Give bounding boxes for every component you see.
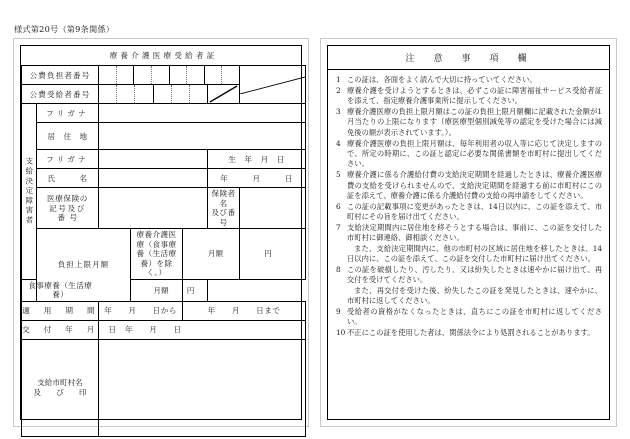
- cap-item-0-name: [131, 229, 183, 279]
- num-cell[interactable]: [154, 85, 172, 103]
- certificate-title: 療養介護医療受給者証: [22, 46, 306, 66]
- furigana-name-label: フリガナ: [37, 150, 99, 169]
- note-text: [347, 75, 602, 85]
- num-cell[interactable]: [135, 85, 153, 103]
- notes-list: [328, 70, 609, 338]
- note-text: [347, 107, 602, 138]
- num-cell[interactable]: [117, 85, 135, 103]
- note-item: [336, 328, 602, 338]
- note-paragraph: 不正にこの証を使用した者は、関係法令により処罰されることがあります。: [347, 328, 595, 338]
- notes-title: 注 意 事 項 欄: [328, 46, 609, 70]
- insurance-symbol-label-line1: 医療保険の: [47, 194, 88, 204]
- public-burden-number-cells[interactable]: [99, 66, 240, 85]
- issue-date-value[interactable]: 年 月 日: [99, 320, 306, 339]
- certificate-table-frame: [20, 45, 302, 420]
- cap-item-0-name-line2: 養（生活療養）を除く。）: [136, 249, 177, 278]
- num-cell[interactable]: [187, 66, 205, 84]
- note-paragraph: この証は、各面をよく読んで大切に持っていてください。: [347, 75, 537, 84]
- insurance-symbol-value[interactable]: [99, 188, 208, 229]
- cap-item-1-name: [22, 279, 99, 301]
- note-number: 1: [336, 75, 341, 84]
- address-label: 居 住 地: [37, 123, 99, 150]
- num-cell[interactable]: [170, 66, 188, 84]
- note-text: [347, 328, 602, 338]
- note-number: 7: [336, 223, 341, 233]
- public-recipient-number-cells[interactable]: [99, 85, 208, 104]
- note-item: [336, 170, 602, 201]
- cap-item-0-amount-label: 月額: [183, 229, 240, 279]
- note-number: 6: [336, 201, 341, 211]
- note-item: [336, 307, 602, 328]
- municipality-label: [22, 339, 99, 436]
- furigana-name-value[interactable]: [99, 150, 208, 169]
- note-paragraph: また、支給決定期間内に、他の市町村の区域に居住地を移したときは、14日以内に、この証を添えて、この証を交付した市町村に届け出てください。: [347, 243, 602, 264]
- num-cell[interactable]: [99, 66, 117, 84]
- note-number: 4: [336, 138, 341, 148]
- note-text: [347, 202, 602, 223]
- num-cell[interactable]: [117, 66, 135, 84]
- note-text: [347, 139, 602, 170]
- num-cell[interactable]: [222, 66, 239, 84]
- name-value[interactable]: [99, 169, 208, 188]
- num-cell[interactable]: [172, 85, 190, 103]
- note-item: [336, 139, 602, 170]
- furigana-address-label: フリガナ: [37, 104, 99, 123]
- note-paragraph: この証を破損したり、汚したり、又は紛失したときは速やかに届け出て、再交付を受けてください。: [347, 264, 602, 285]
- note-text: [347, 223, 602, 264]
- birthdate-value[interactable]: 年 月 日: [208, 169, 306, 188]
- insurer-name-label-line2: 及び番号: [211, 208, 236, 227]
- num-cell[interactable]: [134, 66, 152, 84]
- note-text: [347, 307, 602, 328]
- note-paragraph: また、再交付を受けた後、紛失したこの証を発見したときは、速やかに、市町村に返してください。: [347, 285, 602, 306]
- note-item: [336, 107, 602, 138]
- insurance-symbol-label: [37, 188, 99, 229]
- insurance-symbol-label-line2: 記号及び: [49, 203, 86, 213]
- note-paragraph: 受給者の資格がなくなったときは、直ちにこの証を市町村に返してください。: [347, 306, 602, 327]
- certificate-panel: [13, 38, 309, 427]
- municipality-label-line1: 支給市町村名: [37, 378, 83, 388]
- public-burden-number-label: 公費負担者番号: [22, 66, 99, 85]
- num-cell[interactable]: [190, 85, 207, 103]
- note-item: [336, 202, 602, 223]
- beneficiary-section-label-text: 支給決定障害者: [24, 157, 34, 226]
- note-paragraph: 療養介護を受けようとするときは、必ずこの証に障害福祉サービス受給者証を添えて、指定療養介護事業所に提示してください。: [347, 85, 602, 106]
- cap-item-1-name-line1: 食事療養（生活療養）: [28, 280, 93, 300]
- insurance-symbol-label-line3: 番号: [57, 213, 82, 223]
- furigana-address-value[interactable]: [99, 104, 306, 123]
- insurer-name-value[interactable]: [240, 188, 306, 229]
- note-number: 2: [336, 85, 341, 95]
- certificate-table: [21, 46, 306, 437]
- address-value[interactable]: [99, 123, 306, 150]
- recipient-number-slash-cell: [208, 85, 240, 104]
- application-period-to[interactable]: 年 月 日まで: [183, 301, 306, 320]
- cap-item-0-name-line1: 療養介護医療（食事療: [136, 230, 177, 249]
- notes-panel: [320, 38, 617, 427]
- beneficiary-section-label: [22, 104, 37, 279]
- birthdate-header-label: 生 年 月 日: [208, 150, 306, 169]
- note-number: 9: [336, 306, 341, 316]
- note-text: [347, 86, 602, 107]
- cap-item-1-unit[interactable]: 円: [183, 279, 208, 301]
- form-number-label: 様式第20号（第9条関係）: [14, 24, 115, 34]
- note-item: [336, 223, 602, 264]
- note-paragraph: 支給決定期間内に居住地を移そうとする場合は、事前に、この証を交付した市町村に御連絡、御相談ください。: [347, 223, 602, 243]
- insurer-name-label: [208, 188, 240, 229]
- note-number: 8: [336, 264, 341, 274]
- note-paragraph: この証の記載事項に変更があったときは、14日以内に、この証を添えて、市町村にその旨を届け出てください。: [347, 201, 602, 222]
- note-text: [347, 265, 602, 306]
- diagonal-strike-area: [240, 66, 306, 104]
- municipality-value[interactable]: [99, 339, 306, 436]
- notes-frame: [327, 45, 610, 420]
- issue-date-label: 交 付 年 月 日: [22, 320, 99, 339]
- public-recipient-number-label: 公費受給者番号: [22, 85, 99, 104]
- note-number: 5: [336, 170, 341, 180]
- note-item: [336, 265, 602, 306]
- application-period-label: 適 用 期 間: [22, 301, 99, 320]
- note-number: 10: [336, 328, 346, 338]
- name-label: 氏 名: [37, 169, 99, 188]
- note-item: [336, 75, 602, 85]
- cap-item-1-amount-label: 月額: [131, 279, 183, 301]
- num-cell[interactable]: [152, 66, 170, 84]
- note-text: [347, 170, 602, 201]
- cap-item-0-unit[interactable]: 円: [240, 229, 306, 279]
- application-period-from[interactable]: 年 月 日から: [99, 301, 183, 320]
- cap-section-label: 負担上限月額: [37, 229, 131, 301]
- insurer-name-label-line1: 保険者名: [211, 189, 236, 208]
- num-cell[interactable]: [99, 85, 117, 103]
- note-number: 3: [336, 107, 341, 117]
- note-paragraph: 療養介護医療の負担上限月額はこの証の負担上限月額欄に記載された金額が1月当たりの上限になります（療医療型個別減免等の認定を受けた場合には減免後の額が表示されています。）。: [347, 107, 602, 137]
- note-paragraph: 療養介護に係る介護給付費の支給決定期間を経過したときは、療養介護医療費の支給を受けられませんので、支給決定期間を経過する前に市町村にこの証を添えて、療養介護に係る介護給付費の支給の再申請をしてください。: [347, 170, 602, 200]
- note-paragraph: 療養介護医療の負担上限月額は、毎年利用者の収入等に応じて決定しますので、所定の時期に、この証と認定に必要な関係書類を市町村に提出してください。: [347, 138, 602, 169]
- municipality-label-line2: 及 び 印: [33, 387, 87, 397]
- note-item: [336, 86, 602, 107]
- num-cell[interactable]: [205, 66, 223, 84]
